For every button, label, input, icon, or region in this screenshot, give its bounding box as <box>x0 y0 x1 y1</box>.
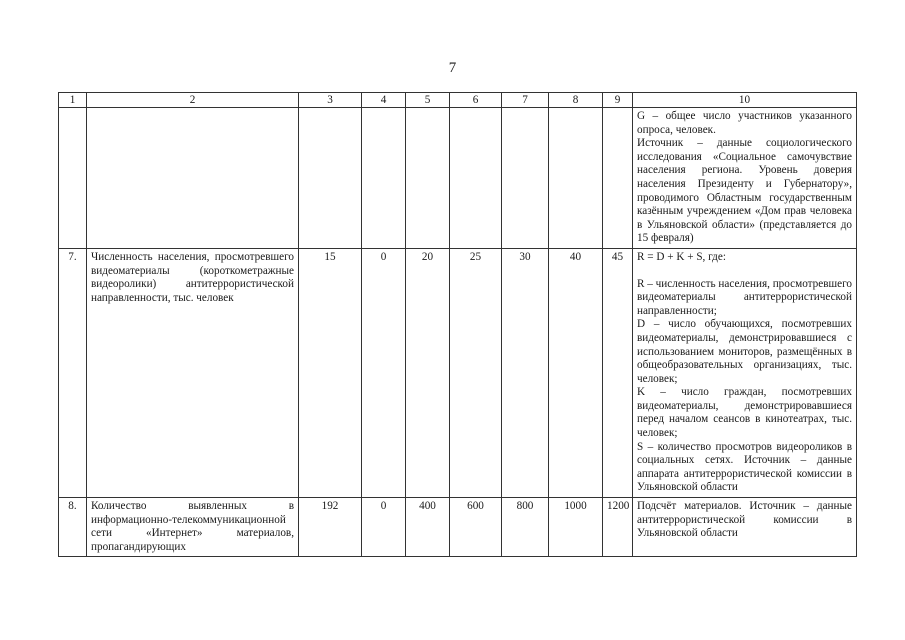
table-row-8 <box>59 498 857 557</box>
value-cell: 0 <box>362 498 406 557</box>
value-cell: 20 <box>406 248 450 497</box>
column-header: 7 <box>502 93 549 108</box>
value-cell: 30 <box>502 248 549 497</box>
value-cell: 1000 <box>549 498 603 557</box>
value-cell: 400 <box>406 498 450 557</box>
column-header: 9 <box>603 93 633 108</box>
method-paragraph: D – число обучающихся, посмотревших видеоматериалы, демонстрировавшиеся с использованием мониторов, размещённых в общеобразовательных организациях, тыс. человек; <box>637 318 852 385</box>
method-paragraph: K – число граждан, посмотревших видеоматериалы, демонстрировавшиеся перед началом сеансов в кинотеатрах, тыс. человек; <box>637 386 852 440</box>
method-paragraph: G – общее число участников указанного опроса, человек. <box>637 110 852 136</box>
column-header: 3 <box>299 93 362 108</box>
value-cell: 800 <box>502 498 549 557</box>
row-number: 7. <box>59 248 87 497</box>
column-header: 1 <box>59 93 87 108</box>
column-header: 2 <box>87 93 299 108</box>
value-cell: 40 <box>549 248 603 497</box>
table-row-continued <box>59 108 857 249</box>
method-cell <box>633 108 857 249</box>
indicator-name: Количество выявленных в информационно-телекоммуникационной сети «Интернет» материалов, пропагандирующих <box>87 498 299 557</box>
table-row-7 <box>59 248 857 497</box>
value-cell: 600 <box>450 498 502 557</box>
value-cell: 45 <box>603 248 633 497</box>
page-number: 7 <box>448 60 457 76</box>
method-cell <box>633 248 857 497</box>
value-cell: 1200 <box>603 498 633 557</box>
column-header: 8 <box>549 93 603 108</box>
column-header: 10 <box>633 93 857 108</box>
method-cell: Подсчёт материалов. Источник – данные антитеррористической комиссии в Ульяновской области <box>633 498 857 557</box>
column-number-row <box>59 93 857 108</box>
value-cell: 0 <box>362 248 406 497</box>
row-number: 8. <box>59 498 87 557</box>
value-cell: 25 <box>450 248 502 497</box>
value-cell: 192 <box>299 498 362 557</box>
method-paragraph: Источник – данные социологического исследования «Социальное самочувствие населения региона. Уровень доверия населения Президенту и Губернатору», проводимого Областным государственным казённым учреждением «Дом прав человека в Ульяновской области» (представляется до 15 февраля) <box>637 137 852 245</box>
method-paragraph: R – численность населения, просмотревшего видеоматериалы антитеррористической направленности; <box>637 277 852 317</box>
column-header: 4 <box>362 93 406 108</box>
indicator-name: Численность населения, просмотревшего видеоматериалы (короткометражные видеоролики) антитеррористической направленности, тыс. человек <box>87 248 299 497</box>
column-header: 5 <box>406 93 450 108</box>
formula: R = D + K + S, где: <box>637 250 726 263</box>
value-cell: 15 <box>299 248 362 497</box>
indicators-table <box>58 92 857 557</box>
column-header: 6 <box>450 93 502 108</box>
method-paragraph: S – количество просмотров видеороликов в социальных сетях. Источник – данные аппарата антитеррористической комиссии в Ульяновской области <box>637 440 852 494</box>
